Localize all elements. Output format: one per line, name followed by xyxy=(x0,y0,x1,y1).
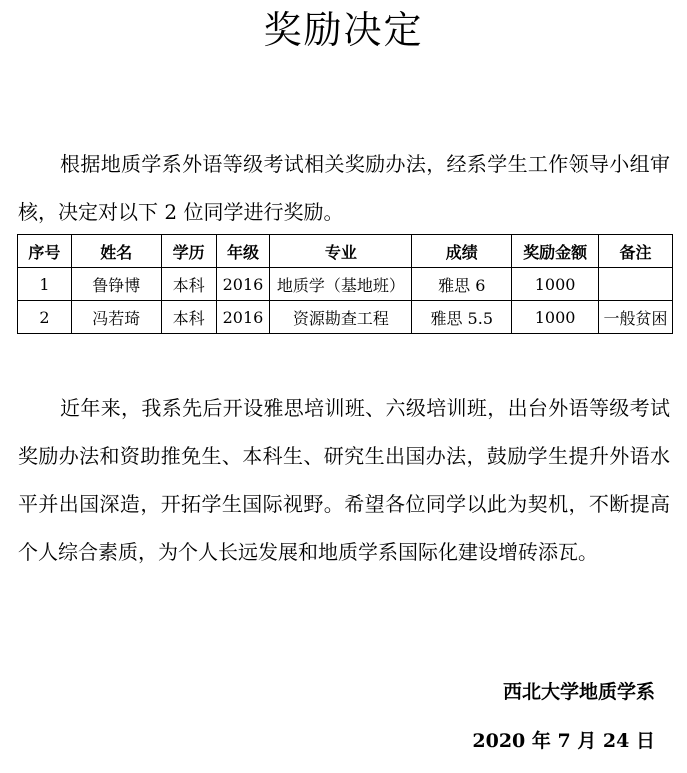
cell-amount: 1000 xyxy=(512,268,599,301)
document-title: 奖励决定 xyxy=(263,8,424,52)
cell-index: 1 xyxy=(18,268,72,301)
cell-index: 2 xyxy=(18,301,72,334)
cell-remark xyxy=(599,268,673,301)
cell-amount: 1000 xyxy=(512,301,599,334)
cell-degree: 本科 xyxy=(161,268,216,301)
header-cell-index: 序号 xyxy=(18,235,72,268)
signature-date: 2020 年 7 月 24 日 xyxy=(472,730,655,752)
body-paragraph: 近年来，我系先后开设雅思培训班、六级培训班，出台外语等级考试奖励办法和资助推免生、本科生、研究生出国办法，鼓励学生提升外语水平并出国深造，开拓学生国际视野。希望各位同学以此为契机，不断提高个人综合素质，为个人长远发展和地质学系国际化建设增砖添瓦。 xyxy=(18,396,670,564)
cell-degree: 本科 xyxy=(161,301,216,334)
header-cell-major: 专业 xyxy=(270,235,412,268)
cell-score: 雅思 5.5 xyxy=(412,301,512,334)
cell-major: 地质学（基地班） xyxy=(270,268,412,301)
cell-name: 冯若琦 xyxy=(71,301,161,334)
cell-name: 鲁铮博 xyxy=(71,268,161,301)
cell-grade: 2016 xyxy=(216,268,270,301)
header-cell-degree: 学历 xyxy=(161,235,216,268)
award-table xyxy=(17,234,673,334)
cell-grade: 2016 xyxy=(216,301,270,334)
header-cell-name: 姓名 xyxy=(71,235,161,268)
cell-score: 雅思 6 xyxy=(412,268,512,301)
cell-remark: 一般贫困 xyxy=(599,301,673,334)
table-header-row xyxy=(18,235,673,268)
header-cell-score: 成绩 xyxy=(412,235,512,268)
table-row xyxy=(18,268,673,301)
header-cell-grade: 年级 xyxy=(216,235,270,268)
table-row xyxy=(18,301,673,334)
intro-paragraph: 根据地质学系外语等级考试相关奖励办法，经系学生工作领导小组审核，决定对以下 2 位同学进行奖励。 xyxy=(18,152,670,224)
header-cell-amount: 奖励金额 xyxy=(512,235,599,268)
cell-major: 资源勘查工程 xyxy=(270,301,412,334)
header-cell-remark: 备注 xyxy=(599,235,673,268)
signature-organization: 西北大学地质学系 xyxy=(502,681,655,703)
